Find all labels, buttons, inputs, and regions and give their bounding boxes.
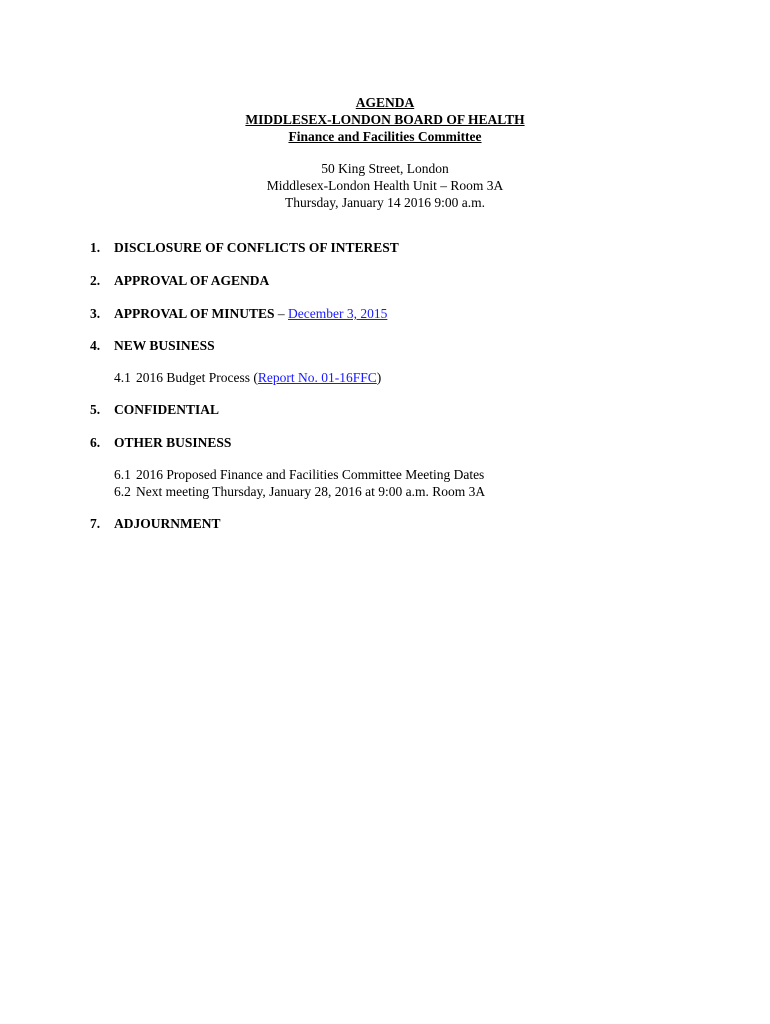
header-committee-name: Finance and Facilities Committee — [288, 129, 482, 144]
agenda-item-title: DISCLOSURE OF CONFLICTS OF INTEREST — [114, 240, 399, 255]
agenda-item-title: ADJOURNMENT — [114, 516, 221, 531]
agenda-item-number: 7. — [90, 516, 101, 531]
header-address-street: 50 King Street, London — [321, 161, 449, 176]
agenda-item-number: 1. — [90, 240, 101, 255]
agenda-subitem-number: 6.2 — [114, 484, 131, 499]
agenda-subitem-6-1 — [90, 466, 710, 483]
agenda-subitem-number: 4.1 — [114, 370, 131, 385]
agenda-subitem-text: 2016 Proposed Finance and Facilities Committee Meeting Dates — [136, 467, 485, 482]
agenda-subitem-text: 2016 Budget Process ( — [136, 370, 258, 385]
agenda-subitem-text: Next meeting Thursday, January 28, 2016 at 9:00 a.m. Room 3A — [136, 484, 486, 499]
agenda-header — [0, 94, 770, 211]
agenda-item-7 — [90, 515, 710, 532]
agenda-item-3 — [90, 305, 710, 322]
agenda-items — [90, 239, 710, 532]
agenda-item-title: OTHER BUSINESS — [114, 435, 232, 450]
agenda-item-title: APPROVAL OF AGENDA — [114, 273, 270, 288]
agenda-item-6 — [90, 434, 710, 451]
agenda-item-number: 6. — [90, 435, 101, 450]
agenda-item-separator: – — [274, 306, 289, 321]
agenda-item-4 — [90, 337, 710, 354]
header-meeting-datetime: Thursday, January 14 2016 9:00 a.m. — [284, 195, 486, 210]
agenda-item-number: 2. — [90, 273, 101, 288]
minutes-link[interactable]: December 3, 2015 — [288, 306, 388, 321]
agenda-item-number: 5. — [90, 402, 101, 417]
agenda-item-2 — [90, 272, 710, 289]
agenda-item-1 — [90, 239, 710, 256]
report-link[interactable]: Report No. 01-16FFC — [257, 370, 377, 385]
agenda-subitem-6-2 — [90, 483, 710, 500]
header-board-name: MIDDLESEX-LONDON BOARD OF HEALTH — [245, 112, 525, 127]
header-address-room: Middlesex-London Health Unit – Room 3A — [266, 178, 504, 193]
agenda-subitem-4-1 — [90, 369, 710, 386]
header-title: AGENDA — [355, 95, 415, 110]
agenda-subitem-number: 6.1 — [114, 467, 131, 482]
agenda-subitem-text-end: ) — [376, 370, 382, 385]
agenda-item-5 — [90, 401, 710, 418]
agenda-item-number: 3. — [90, 306, 101, 321]
agenda-item-title: CONFIDENTIAL — [114, 402, 220, 417]
agenda-item-title: NEW BUSINESS — [114, 338, 215, 353]
agenda-item-title: APPROVAL OF MINUTES — [114, 306, 275, 321]
agenda-item-number: 4. — [90, 338, 101, 353]
